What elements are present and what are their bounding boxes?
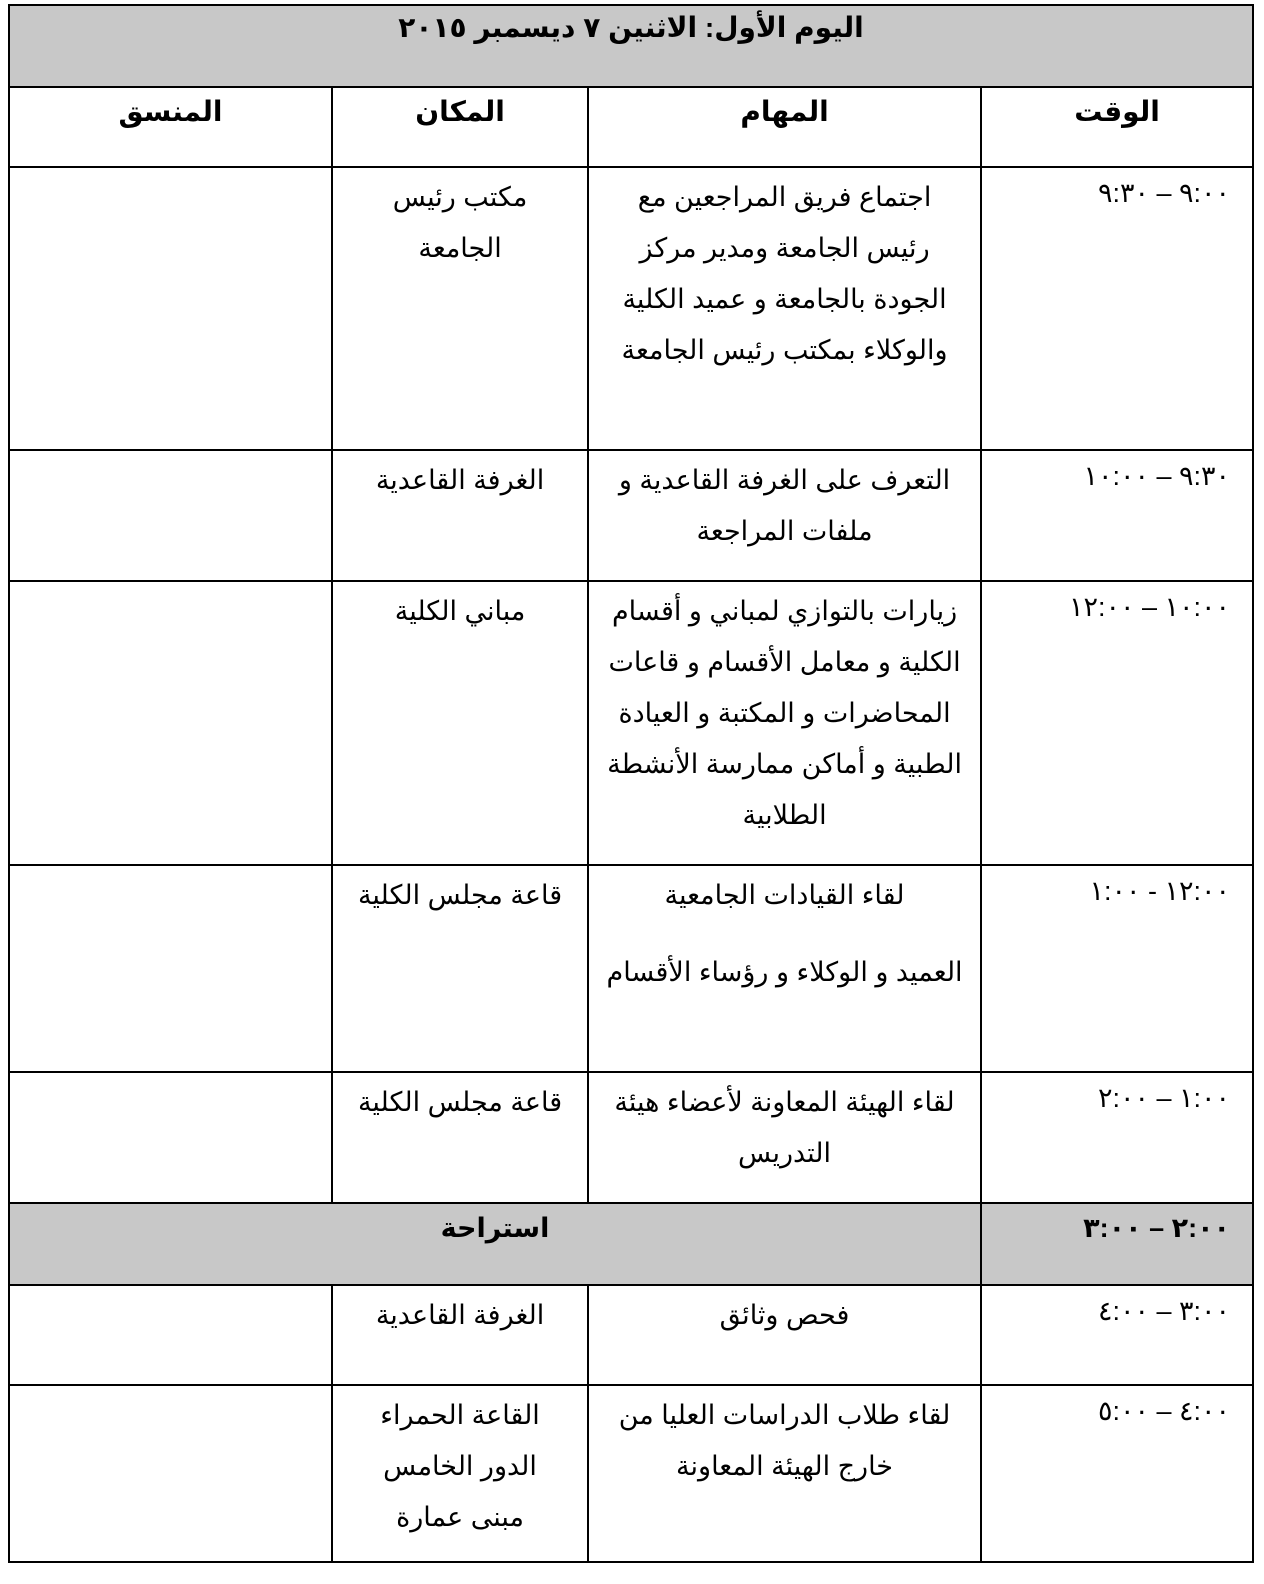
task-detail: العميد و الوكلاء و رؤساء الأقسام <box>606 957 963 987</box>
place-cell: الغرفة القاعدية <box>332 1285 588 1385</box>
time-cell: ١:٠٠ – ٢:٠٠ <box>981 1072 1253 1203</box>
header-row <box>9 87 1253 167</box>
coordinator-cell <box>9 167 332 450</box>
task-cell <box>588 865 981 1072</box>
task-title: لقاء القيادات الجامعية <box>664 880 905 910</box>
table-row <box>9 865 1253 1072</box>
coordinator-cell <box>9 1072 332 1203</box>
place-cell: الغرفة القاعدية <box>332 450 588 581</box>
title-row <box>9 5 1253 87</box>
task-cell: لقاء الهيئة المعاونة لأعضاء هيئة التدريس <box>588 1072 981 1203</box>
header-tasks: المهام <box>588 87 981 167</box>
time-cell: ٩:٠٠ – ٩:٣٠ <box>981 167 1253 450</box>
time-cell: ١٢:٠٠ - ١:٠٠ <box>981 865 1253 1072</box>
table-row <box>9 1072 1253 1203</box>
header-place: المكان <box>332 87 588 167</box>
table-row <box>9 581 1253 865</box>
table-row <box>9 1285 1253 1385</box>
schedule-table <box>8 4 1254 1563</box>
coordinator-cell <box>9 1385 332 1562</box>
break-time-cell: ٢:٠٠ – ٣:٠٠ <box>981 1203 1253 1285</box>
coordinator-cell <box>9 1285 332 1385</box>
coordinator-cell <box>9 865 332 1072</box>
task-cell: التعرف على الغرفة القاعدية و ملفات المراجعة <box>588 450 981 581</box>
coordinator-cell <box>9 450 332 581</box>
break-label: استراحة <box>9 1203 981 1285</box>
coordinator-cell <box>9 581 332 865</box>
place-cell: قاعة مجلس الكلية <box>332 1072 588 1203</box>
task-cell: فحص وثائق <box>588 1285 981 1385</box>
place-cell: القاعة الحمراء الدور الخامس مبنى عمارة <box>332 1385 588 1562</box>
time-cell: ٣:٠٠ – ٤:٠٠ <box>981 1285 1253 1385</box>
break-row <box>9 1203 1253 1285</box>
place-cell: مكتب رئيس الجامعة <box>332 167 588 450</box>
task-cell: زيارات بالتوازي لمباني و أقسام الكلية و معامل الأقسام و قاعات المحاضرات و المكتبة و العيادة الطبية و أماكن ممارسة الأنشطة الطلابية <box>588 581 981 865</box>
task-cell: اجتماع فريق المراجعين مع رئيس الجامعة ومدير مركز الجودة بالجامعة و عميد الكلية والوكلاء بمكتب رئيس الجامعة <box>588 167 981 450</box>
header-time: الوقت <box>981 87 1253 167</box>
time-cell: ١٠:٠٠ – ١٢:٠٠ <box>981 581 1253 865</box>
time-cell: ٩:٣٠ – ١٠:٠٠ <box>981 450 1253 581</box>
time-cell: ٤:٠٠ – ٥:٠٠ <box>981 1385 1253 1562</box>
schedule-title: اليوم الأول: الاثنين ٧ ديسمبر ٢٠١٥ <box>9 5 1253 87</box>
header-coordinator: المنسق <box>9 87 332 167</box>
table-row <box>9 450 1253 581</box>
place-cell: مباني الكلية <box>332 581 588 865</box>
place-cell: قاعة مجلس الكلية <box>332 865 588 1072</box>
table-row <box>9 1385 1253 1562</box>
task-cell: لقاء طلاب الدراسات العليا من خارج الهيئة المعاونة <box>588 1385 981 1562</box>
table-row <box>9 167 1253 450</box>
